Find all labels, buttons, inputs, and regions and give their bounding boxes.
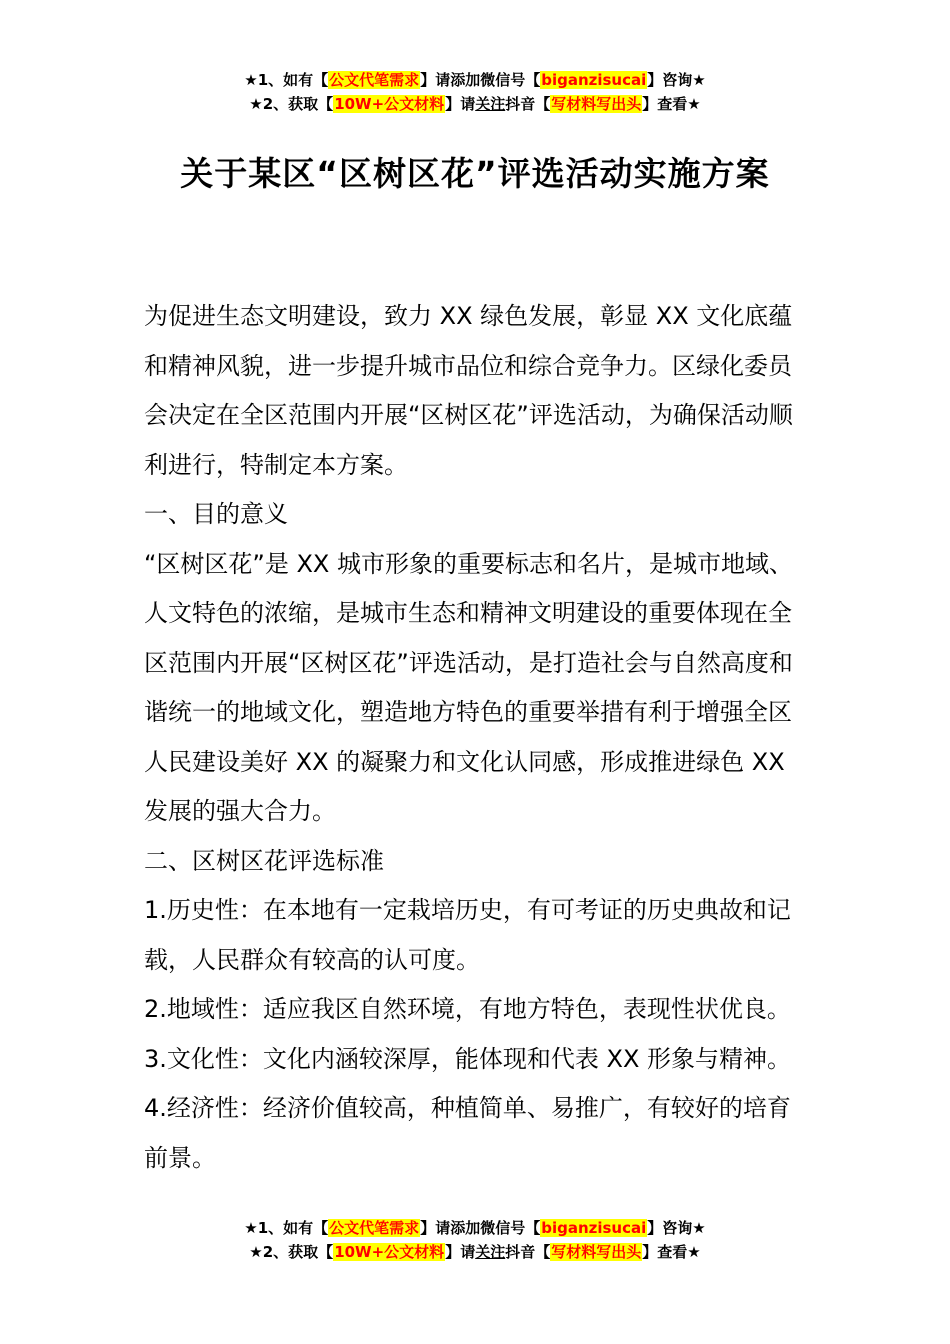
section-heading-criteria: 二、区树区花评选标准: [144, 846, 384, 875]
footer-banner: [0, 1216, 950, 1264]
banner-line-2: [0, 92, 950, 116]
criterion-history: 1.历史性：在本地有一定栽培历史，有可考证的历史典故和记载，人民群众有较高的认可度。: [144, 896, 791, 974]
intro-paragraph: 为促进生态文明建设，致力 XX 绿色发展，彰显 XX 文化底蕴和精神风貌，进一步提升城市品位和综合竞争力。区绿化委员会决定在全区范围内开展“区树区花”评选活动，为确保活动顺利进行，特制定本方案。: [144, 302, 793, 479]
banner-line-2-suffix: 】查看★: [642, 95, 701, 113]
banner-line-1-prefix: ★1、如有【: [244, 71, 329, 89]
header-banner: [0, 68, 950, 116]
purpose-paragraph: “区树区花”是 XX 城市形象的重要标志和名片，是城市地域、人文特色的浓缩，是城市生态和精神文明建设的重要体现在全区范围内开展“区树区花”评选活动，是打造社会与自然高度和谐统一的地域文化，塑造地方特色的重要举措有利于增强全区人民建设美好 XX 的凝聚力和文化认同感，形成推进绿色 XX 发展的强大合力。: [144, 549, 794, 825]
footer-line-1-middle: 】请添加微信号【: [420, 1219, 541, 1237]
footer-line-1-suffix: 】咨询★: [647, 1219, 706, 1237]
banner-line-2-middle-b: 抖音【: [505, 95, 551, 113]
footer-banner-line-1: [0, 1216, 950, 1240]
footer-line-2-middle-b: 抖音【: [505, 1243, 551, 1261]
footer-line-2-suffix: 】查看★: [642, 1243, 701, 1261]
document-title: 关于某区“区树区花”评选活动实施方案: [180, 154, 770, 193]
banner-line-2-prefix: ★2、获取【: [249, 95, 334, 113]
banner-highlight-materials: 10W+公文材料: [334, 95, 445, 113]
banner-highlight-douyin: 写材料写出头: [551, 95, 642, 113]
footer-line-2-middle-a: 】请: [445, 1243, 476, 1261]
footer-banner-line-2: [0, 1240, 950, 1264]
section-heading-purpose: 一、目的意义: [144, 500, 288, 528]
criterion-economy: 4.经济性：经济价值较高，种植简单、易推广，有较好的培育前景。: [144, 1094, 791, 1172]
footer-highlight-douyin: 写材料写出头: [551, 1243, 642, 1261]
banner-line-1: [0, 68, 950, 92]
criterion-region: 2.地域性：适应我区自然环境，有地方特色，表现性状优良。: [144, 995, 791, 1023]
banner-line-2-middle-a: 】请: [445, 95, 476, 113]
banner-highlight-ghostwriting: 公文代笔需求: [329, 71, 420, 89]
footer-underlined-follow: 关注: [475, 1243, 506, 1261]
footer-highlight-ghostwriting: 公文代笔需求: [329, 1219, 420, 1237]
document-body: [144, 292, 814, 1183]
footer-highlight-materials: 10W+公文材料: [334, 1243, 445, 1261]
banner-underlined-follow: 关注: [475, 95, 506, 113]
banner-line-1-middle: 】请添加微信号【: [420, 71, 541, 89]
footer-line-1-prefix: ★1、如有【: [244, 1219, 329, 1237]
banner-highlight-wechat-id: biganzisucai: [541, 71, 647, 89]
footer-line-2-prefix: ★2、获取【: [249, 1243, 334, 1261]
footer-highlight-wechat-id: biganzisucai: [541, 1219, 647, 1237]
banner-line-1-suffix: 】咨询★: [647, 71, 706, 89]
criterion-culture: 3.文化性：文化内涵较深厚，能体现和代表 XX 形象与精神。: [144, 1044, 792, 1073]
